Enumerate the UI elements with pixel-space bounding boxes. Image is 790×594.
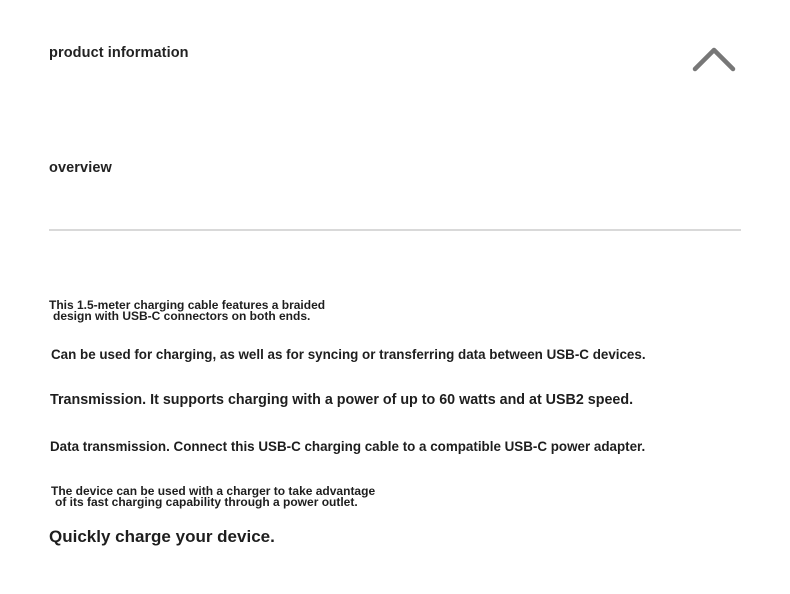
overview-heading: overview [49, 160, 112, 176]
chevron-up-icon[interactable] [690, 42, 738, 76]
description-paragraph-1 [49, 300, 325, 322]
description-paragraph-2: Can be used for charging, as well as for syncing or transferring data between USB-C devices. [51, 347, 646, 362]
description-paragraph-1-line-1: This 1.5-meter charging cable features a braided [49, 298, 326, 312]
description-tagline: Quickly charge your device. [49, 527, 275, 546]
description-paragraph-5-line-2: of its fast charging capability through a power outlet. [55, 495, 358, 509]
description-paragraph-4: Data transmission. Connect this USB-C charging cable to a compatible USB-C power adapter. [50, 439, 646, 454]
description-paragraph-5 [51, 486, 375, 508]
description-paragraph-5-line-1: The device can be used with a charger to take advantage [51, 484, 376, 498]
section-divider [49, 229, 741, 231]
description-paragraph-3: Transmission. It supports charging with a power of up to 60 watts and at USB2 speed. [50, 392, 634, 408]
description-paragraph-1-line-2: design with USB-C connectors on both ends. [53, 309, 311, 323]
product-information-heading[interactable]: product information [49, 45, 189, 61]
